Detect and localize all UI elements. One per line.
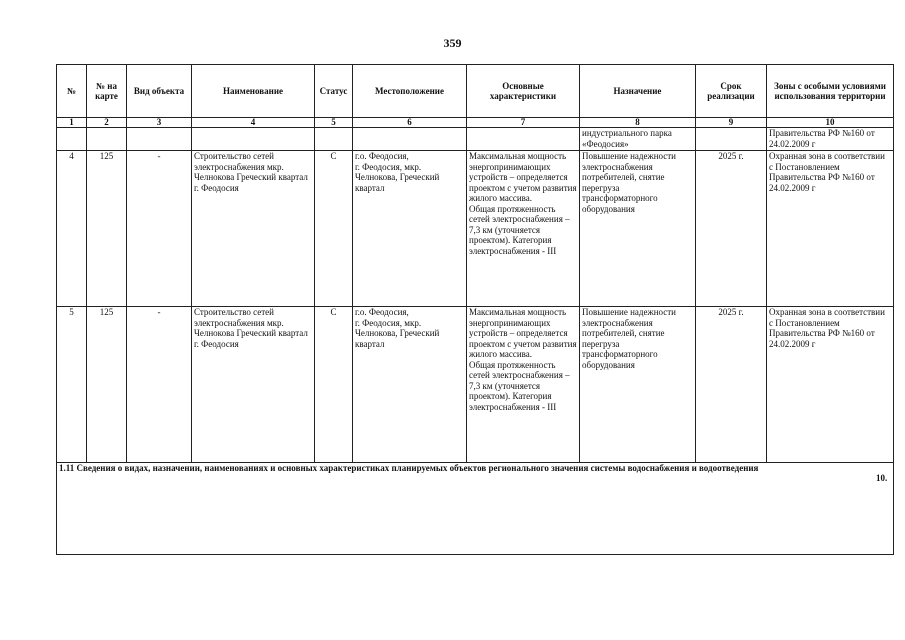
object-name: Строительство сетей электроснабжения мкр. Челнокова Греческий квартал г. Феодосия	[192, 307, 315, 463]
column-header: № на карте	[87, 65, 127, 118]
object-kind: -	[127, 151, 192, 307]
column-header: Вид объекта	[127, 65, 192, 118]
map-number: 125	[87, 307, 127, 463]
object-status: С	[315, 307, 353, 463]
object-purpose: Повышение надежности электроснабжения потребителей, снятие перегруза трансформаторного оборудования	[580, 151, 696, 307]
map-number: 125	[87, 151, 127, 307]
object-characteristics: Максимальная мощность энергопринимающих устройств – определяется проектом с учетом развития жилого массива. Общая протяженность сетей электроснабжения – 7,3 км (уточняется проектом). Категория электроснабжения - III	[469, 151, 577, 256]
object-location: г.о. Феодосия, г. Феодосия, мкр. Челнокова, Греческий квартал	[353, 151, 467, 307]
object-kind: -	[127, 307, 192, 463]
object-name: Строительство сетей электроснабжения мкр. Челнокова Греческий квартал г. Феодосия	[192, 151, 315, 307]
continuation-zones: Правительства РФ №160 от 24.02.2009 г	[767, 128, 894, 151]
column-number: 9	[696, 118, 767, 128]
section-title: 1.11 Сведения о видах, назначении, наименованиях и основных характеристиках планируемых объектов регионального значения системы водоснабжения и водоотведения	[57, 463, 894, 555]
column-number: 1	[57, 118, 87, 128]
continuation-row	[57, 128, 894, 151]
column-header: Статус	[315, 65, 353, 118]
table-row	[57, 151, 894, 307]
column-header: Наименование	[192, 65, 315, 118]
object-purpose: Повышение надежности электроснабжения потребителей, снятие перегруза трансформаторного оборудования	[580, 307, 696, 463]
column-number: 10	[767, 118, 894, 128]
column-number: 5	[315, 118, 353, 128]
header-row	[57, 65, 894, 118]
planned-objects-table	[56, 64, 894, 555]
column-number-row	[57, 118, 894, 128]
section-row	[57, 463, 894, 555]
column-header: Основные характеристики	[467, 65, 580, 118]
column-header: Местоположение	[353, 65, 467, 118]
column-number: 6	[353, 118, 467, 128]
section-side-code: 10.	[876, 473, 888, 483]
column-number: 8	[580, 118, 696, 128]
table-row	[57, 307, 894, 463]
row-number: 5	[57, 307, 87, 463]
column-header: Зоны с особыми условиями использования территории	[767, 65, 894, 118]
object-characteristics: Максимальная мощность энергопринимающих устройств – определяется проектом с учетом развития жилого массива. Общая протяженность сетей электроснабжения – 7,3 км (уточняется проектом). Категория электроснабжения - III	[469, 307, 577, 412]
row-number: 4	[57, 151, 87, 307]
object-status: С	[315, 151, 353, 307]
object-zones: Охранная зона в соответствии с Постановлением Правительства РФ №160 от 24.02.2009 г	[767, 307, 894, 463]
object-location: г.о. Феодосия, г. Феодосия, мкр. Челнокова, Греческий квартал	[353, 307, 467, 463]
column-number: 7	[467, 118, 580, 128]
object-term: 2025 г.	[696, 307, 767, 463]
page-number: 359	[443, 36, 462, 50]
continuation-purpose: индустриального парка «Феодосия»	[580, 128, 696, 151]
column-number: 2	[87, 118, 127, 128]
column-header: №	[57, 65, 87, 118]
object-term: 2025 г.	[696, 151, 767, 307]
object-zones: Охранная зона в соответствии с Постановлением Правительства РФ №160 от 24.02.2009 г	[767, 151, 894, 307]
column-header: Назначение	[580, 65, 696, 118]
column-number: 3	[127, 118, 192, 128]
column-header: Срок реализации	[696, 65, 767, 118]
column-number: 4	[192, 118, 315, 128]
